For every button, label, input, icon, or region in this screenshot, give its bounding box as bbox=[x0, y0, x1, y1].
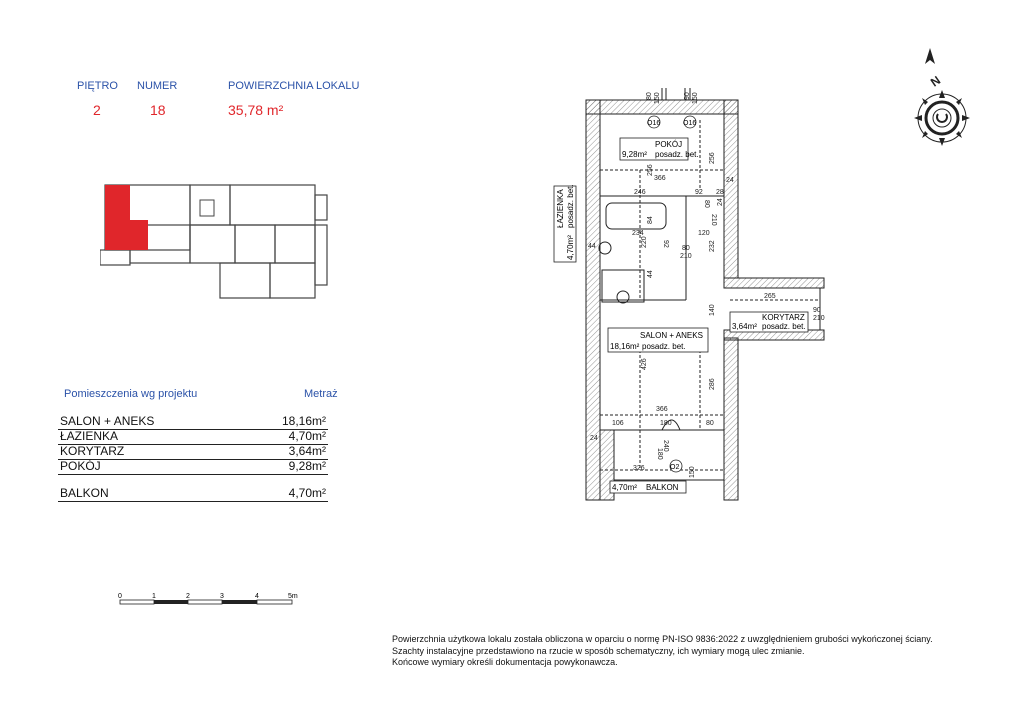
room-name: SALON + ANEKS bbox=[60, 414, 155, 428]
dimension: 366 bbox=[656, 406, 668, 413]
salon-name: SALON + ANEKS bbox=[640, 331, 703, 340]
balcony-row bbox=[58, 486, 328, 502]
window-label: O16 bbox=[683, 120, 697, 127]
dimension: 256 bbox=[709, 152, 716, 164]
dimension: 234 bbox=[632, 230, 644, 237]
room-area: 18,16m² bbox=[281, 414, 326, 428]
dimension: 44 bbox=[647, 270, 654, 278]
dimension: 286 bbox=[709, 378, 716, 390]
dimension: 210 bbox=[710, 214, 717, 226]
dimension: 80 bbox=[646, 92, 653, 100]
dimension: 90 bbox=[813, 307, 821, 314]
scale-tick: 2 bbox=[186, 593, 190, 600]
room-row bbox=[58, 429, 328, 445]
salon-area: 18,16m² bbox=[610, 342, 640, 351]
balcony-area: 4,70m² bbox=[288, 486, 326, 500]
salon-floor: posadz. bet. bbox=[642, 342, 686, 351]
scale-tick: 5m bbox=[288, 593, 298, 600]
dimension: 24 bbox=[590, 435, 598, 442]
room-row bbox=[58, 444, 328, 460]
dimension: 80 bbox=[706, 420, 714, 427]
dimension: 24 bbox=[726, 177, 734, 184]
scale-tick: 4 bbox=[255, 593, 259, 600]
dimension: 92 bbox=[695, 189, 703, 196]
window-label: O16 bbox=[647, 120, 661, 127]
scale-bar bbox=[112, 590, 312, 612]
lazienka-name: ŁAZIENKA bbox=[556, 189, 565, 228]
key-plan bbox=[100, 180, 335, 305]
floor-plan bbox=[540, 88, 840, 504]
north-label: N bbox=[927, 73, 944, 90]
scale-tick: 0 bbox=[118, 593, 122, 600]
korytarz-area: 3,64m² bbox=[732, 322, 757, 331]
scale-tick: 1 bbox=[152, 593, 156, 600]
dimension: 246 bbox=[634, 189, 646, 196]
dimension: 240 bbox=[662, 440, 669, 452]
number-label: NUMER bbox=[137, 80, 178, 92]
dimension: 210 bbox=[813, 315, 825, 322]
dimension: 90 bbox=[684, 92, 691, 100]
pokoj-name: POKÓJ bbox=[655, 140, 683, 149]
room-area: 4,70m² bbox=[288, 429, 326, 443]
korytarz-floor: posadz. bet. bbox=[762, 322, 806, 331]
room-name: POKÓJ bbox=[60, 459, 101, 473]
floor-value: 2 bbox=[93, 102, 101, 118]
room-area: 3,64m² bbox=[288, 444, 326, 458]
dimension: 44 bbox=[588, 243, 596, 250]
lazienka-floor: posadz. bet. bbox=[566, 184, 575, 228]
dimension: 232 bbox=[709, 240, 716, 252]
dimension: 220 bbox=[641, 236, 648, 248]
scale-tick: 3 bbox=[220, 593, 224, 600]
area-label: POWIERZCHNIA LOKALU bbox=[228, 80, 360, 92]
lazienka-area: 4,70m² bbox=[566, 235, 575, 260]
dimension: 120 bbox=[698, 230, 710, 237]
dimension: 150 bbox=[654, 92, 661, 104]
dimension: 106 bbox=[612, 420, 624, 427]
dimension: 256 bbox=[647, 164, 654, 176]
window-label: O2 bbox=[670, 464, 680, 471]
note-line: Powierzchnia użytkowa lokalu została obliczona w oparciu o normę PN-ISO 9836:2022 z uwzględnieniem grubości wykończonej ściany. bbox=[392, 634, 933, 644]
dimension: 210 bbox=[680, 253, 692, 260]
note-line: Szachty instalacyjne przedstawiono na rzucie w sposób schematyczny, ich wymiary mogą ulec zmianie. bbox=[392, 645, 805, 656]
room-name: ŁAZIENKA bbox=[60, 429, 119, 443]
korytarz-name: KORYTARZ bbox=[762, 313, 805, 322]
dimension: 92 bbox=[662, 240, 669, 248]
rooms-title: Pomieszczenia wg projektu bbox=[64, 388, 198, 400]
room-row bbox=[58, 459, 328, 475]
dimension: 366 bbox=[654, 175, 666, 182]
dimension: 28 bbox=[716, 189, 724, 196]
dimension: 80 bbox=[703, 200, 710, 208]
dimension: 24 bbox=[717, 198, 724, 206]
area-value: 35,78 m² bbox=[228, 102, 284, 118]
dimension: 150 bbox=[689, 466, 696, 478]
pokoj-floor: posadz. bet. bbox=[655, 150, 699, 159]
dimension: 140 bbox=[709, 304, 716, 316]
dimension: 150 bbox=[692, 92, 699, 104]
pokoj-area: 9,28m² bbox=[622, 150, 647, 159]
dimension: 180 bbox=[660, 420, 672, 427]
room-area: 9,28m² bbox=[288, 459, 326, 473]
area-header: Metraż bbox=[304, 388, 338, 400]
floor-label: PIĘTRO bbox=[77, 80, 118, 92]
number-value: 18 bbox=[150, 102, 166, 118]
dimension: 180 bbox=[656, 448, 663, 460]
balcony-name: BALKON bbox=[60, 486, 109, 500]
dimension: 265 bbox=[764, 293, 776, 300]
room-name: KORYTARZ bbox=[60, 444, 125, 458]
dimension: 80 bbox=[682, 245, 690, 252]
note-line: Końcowe wymiary określi dokumentacja powykonawcza. bbox=[392, 657, 618, 667]
dimension: 84 bbox=[647, 216, 654, 224]
room-row bbox=[58, 414, 328, 430]
notes bbox=[392, 634, 933, 669]
balkon-area: 4,70m² bbox=[612, 483, 637, 492]
balkon-name: BALKON bbox=[646, 483, 679, 492]
dimension: 426 bbox=[641, 358, 648, 370]
dimension: 326 bbox=[633, 465, 645, 472]
north-compass-icon bbox=[900, 42, 990, 152]
